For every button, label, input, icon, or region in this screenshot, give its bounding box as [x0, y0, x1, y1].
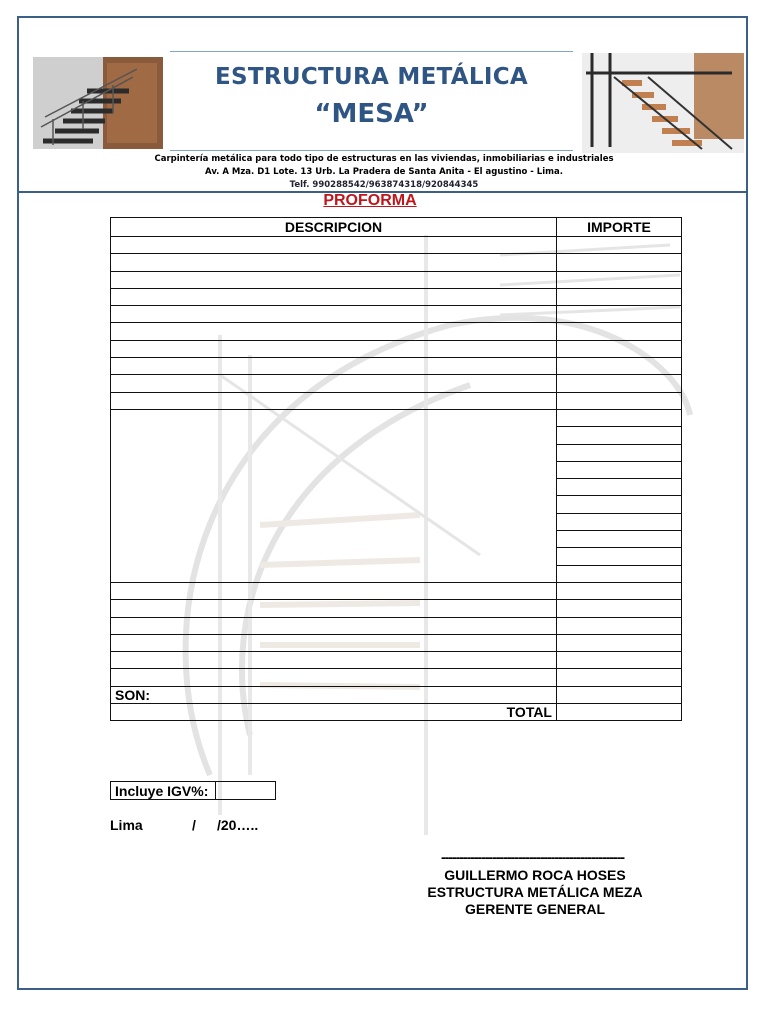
description-cell[interactable] [111, 582, 557, 599]
amount-cell[interactable] [557, 444, 682, 461]
igv-label: Incluye IGV%: [110, 781, 215, 800]
description-cell[interactable] [111, 669, 557, 686]
table-row[interactable] [111, 392, 682, 409]
amount-cell[interactable] [557, 375, 682, 392]
table-row[interactable] [111, 358, 682, 375]
description-cell[interactable] [111, 392, 557, 409]
company-title: ESTRUCTURA METÁLICA [214, 64, 528, 90]
title-rule-bottom [170, 150, 573, 151]
table-row[interactable] [111, 271, 682, 288]
description-cell[interactable] [111, 600, 557, 617]
table-row[interactable] [111, 375, 682, 392]
staircase-photo-left [33, 57, 163, 149]
amount-cell[interactable] [557, 461, 682, 478]
column-header-description: DESCRIPCION [111, 218, 557, 237]
igv-value-cell[interactable] [215, 781, 276, 800]
description-cell[interactable] [111, 652, 557, 669]
description-cell[interactable] [111, 617, 557, 634]
son-label[interactable]: SON: [111, 686, 557, 703]
total-label: TOTAL [111, 704, 557, 721]
amount-cell[interactable] [557, 254, 682, 271]
amount-cell[interactable] [557, 479, 682, 496]
amount-cell[interactable] [557, 392, 682, 409]
company-subtitle: “MESA” [314, 99, 429, 129]
amount-cell[interactable] [557, 617, 682, 634]
table-row[interactable] [111, 617, 682, 634]
signature-line: -------------------------------------------------- [440, 849, 625, 865]
amount-cell[interactable] [557, 323, 682, 340]
description-cell[interactable] [111, 340, 557, 357]
amount-cell[interactable] [557, 271, 682, 288]
table-row[interactable] [111, 254, 682, 271]
description-cell[interactable] [111, 271, 557, 288]
amount-cell[interactable] [557, 634, 682, 651]
signatory-name: GUILLERMO ROCA HOSES [444, 867, 626, 883]
description-cell[interactable] [111, 358, 557, 375]
amount-cell[interactable] [557, 565, 682, 582]
igv-field[interactable] [110, 781, 276, 800]
amount-cell[interactable] [557, 548, 682, 565]
table-row[interactable] [111, 288, 682, 305]
document-title: PROFORMA [323, 192, 417, 209]
amount-cell[interactable] [557, 582, 682, 599]
amount-cell[interactable] [557, 513, 682, 530]
description-cell[interactable] [111, 237, 557, 254]
description-cell[interactable] [111, 254, 557, 271]
table-row[interactable] [111, 669, 682, 686]
amount-cell[interactable] [557, 652, 682, 669]
company-tagline: Carpintería metálica para todo tipo de estructuras en las viviendas, inmobiliarias e industriales [154, 154, 614, 164]
table-row[interactable] [111, 582, 682, 599]
table-row[interactable] [111, 652, 682, 669]
table-row[interactable] [111, 306, 682, 323]
amount-cell[interactable] [557, 237, 682, 254]
table-row[interactable] [111, 634, 682, 651]
amount-cell[interactable] [557, 427, 682, 444]
amount-cell[interactable] [557, 496, 682, 513]
date-year: /20….. [217, 817, 259, 833]
staircase-photo-right [582, 53, 744, 153]
amount-cell[interactable] [557, 409, 682, 426]
date-city: Lima [110, 817, 143, 833]
total-amount-cell[interactable] [557, 704, 682, 721]
signatory-company: ESTRUCTURA METÁLICA MEZA [427, 884, 643, 900]
son-row[interactable] [111, 686, 682, 703]
son-amount-cell[interactable] [557, 686, 682, 703]
table-row[interactable] [111, 600, 682, 617]
description-cell[interactable] [111, 634, 557, 651]
table-row[interactable] [111, 340, 682, 357]
amount-cell[interactable] [557, 306, 682, 323]
amount-cell[interactable] [557, 600, 682, 617]
description-cell-merged[interactable] [111, 409, 557, 582]
description-cell[interactable] [111, 306, 557, 323]
description-cell[interactable] [111, 288, 557, 305]
amount-cell[interactable] [557, 669, 682, 686]
amount-cell[interactable] [557, 358, 682, 375]
amount-cell[interactable] [557, 340, 682, 357]
date-separator: / [192, 817, 196, 833]
description-cell[interactable] [111, 323, 557, 340]
table-row[interactable] [111, 409, 682, 426]
total-row[interactable] [111, 704, 682, 721]
description-cell[interactable] [111, 375, 557, 392]
amount-cell[interactable] [557, 531, 682, 548]
table-header-row [111, 218, 682, 237]
title-rule-top [170, 51, 573, 52]
company-address: Av. A Mza. D1 Lote. 13 Urb. La Pradera de Santa Anita - El agustino - Lima. [205, 167, 563, 177]
column-header-amount: IMPORTE [557, 218, 682, 237]
company-phone: Telf. 990288542/963874318/920844345 [289, 180, 479, 190]
signatory-role: GERENTE GENERAL [464, 901, 605, 917]
quote-table [110, 217, 682, 721]
amount-cell[interactable] [557, 288, 682, 305]
table-row[interactable] [111, 323, 682, 340]
table-row[interactable] [111, 237, 682, 254]
